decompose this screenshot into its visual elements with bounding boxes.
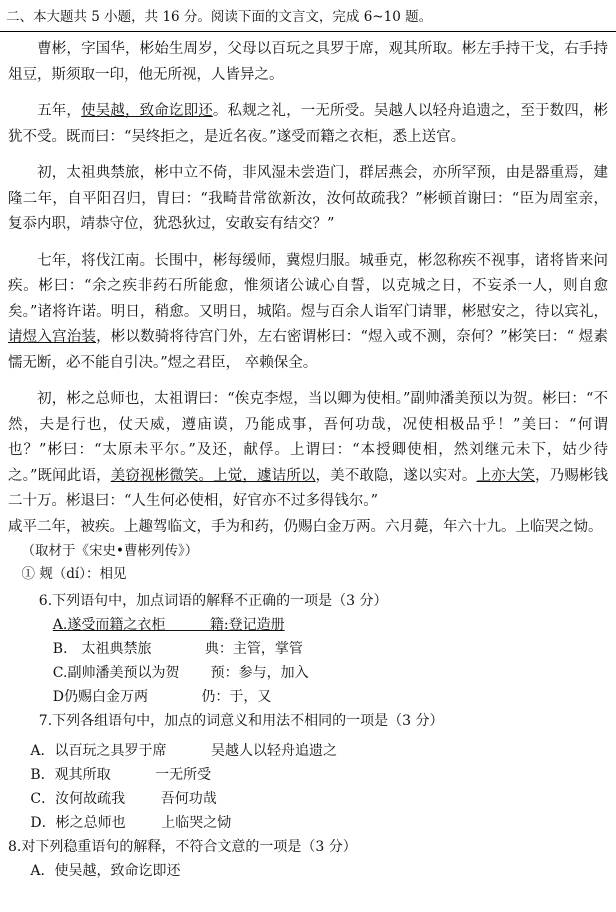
underlined-phrase-3: 美窃视彬微笑。上觉，遽诘所以 bbox=[110, 467, 316, 484]
question-6-option-c[interactable] bbox=[0, 661, 616, 685]
passage-text-1: 曹彬，字国华，彬始生周岁，父母以百玩之具罗于席，观其所取。彬左手持干戈，右手持俎豆，斯须取一印，他无所视，人皆异之。 bbox=[8, 41, 608, 83]
passage-text-5c: ，乃赐彬钱二十万。彬退曰：“人生何必使相，好官亦不过多得钱尔。” bbox=[8, 467, 609, 509]
passage-paragraph-3 bbox=[0, 161, 616, 238]
question-7-option-a[interactable] bbox=[0, 739, 616, 763]
question-7-stem bbox=[0, 709, 616, 733]
passage-footnote bbox=[0, 563, 616, 586]
question-7-option-b[interactable] bbox=[0, 763, 616, 787]
question-7-option-a-text: A．以百玩之具罗于席 吴越人以轻舟追遗之 bbox=[30, 743, 338, 759]
passage-text-5b: ，美不敢隐，遂以实对。 bbox=[315, 467, 477, 484]
question-6-option-b-text: B． 太祖典禁旅 典：主管，掌管 bbox=[52, 641, 303, 657]
passage-text-4a: 七年，将伐江南。长围中，彬每缓师，冀煜归服。城垂克，彬忽称疾不视事，诸将皆来问疾。彬曰：“余之疾非药石所能愈，惟须诸公诚心自誓，以克城之日，不妄杀一人，则自愈矣。”诸将许诺。明日，稍愈。又明日，城陷。煜与百余人诣军门请罪，彬慰安之，待以宾礼， bbox=[8, 252, 608, 320]
question-8-option-a[interactable] bbox=[0, 859, 616, 883]
underlined-phrase-1: 使吴越，致命讫即还 bbox=[81, 103, 213, 119]
passage-paragraph-6 bbox=[0, 515, 616, 541]
passage-text-3: 初，太祖典禁旅，彬中立不倚，非风湿未尝造门，群居燕会，亦所罕预，由是器重焉，建隆二年，自平阳召归，胄曰：“我畸昔常欲新汝，汝何故疏我？”彬顿首谢曰：“臣为周室亲，复忝内职，靖恭守位，犹恐狄过，安敢妄有结交？” bbox=[8, 165, 608, 232]
underlined-phrase-2: 请煜入宫治装 bbox=[8, 329, 97, 345]
source-text: （取材于《宋史•曹彬列传》） bbox=[21, 543, 199, 559]
question-6-option-d[interactable] bbox=[0, 685, 616, 709]
question-8-stem bbox=[0, 835, 616, 859]
passage-paragraph-1 bbox=[0, 37, 616, 88]
passage-text-2a: 五年， bbox=[37, 103, 82, 119]
passage-paragraph-4 bbox=[0, 249, 616, 377]
passage-source bbox=[0, 540, 616, 563]
question-6-option-d-text: D仍赐白金万两 仍：于，又 bbox=[52, 689, 272, 705]
underlined-phrase-4: 上亦大笑 bbox=[476, 467, 535, 484]
question-6-option-a[interactable] bbox=[0, 613, 616, 637]
question-6-option-a-text: A.遂受而籍之衣柜 籍:登记造册 bbox=[52, 617, 285, 633]
passage-paragraph-5 bbox=[0, 387, 616, 515]
question-6-stem bbox=[0, 589, 616, 613]
question-6-stem-text: 6.下列语句中，加点词语的解释不正确的一项是（3 分） bbox=[38, 593, 388, 609]
question-7-stem-text: 7.下列各组语句中，加点的词意义和用法不相同的一项是（3 分） bbox=[38, 713, 444, 729]
passage-text-2b: 。私觌之礼，一无所受。吴越人以轻舟追遗之，至于数四，彬犹不受。既而曰：“吴终拒之，是近名夜。”遂受而籍之衣柜，悉上送官。 bbox=[8, 103, 609, 145]
passage-text-4b: ，彬以数骑将待宫门外，左右密谓彬曰：“煜入或不测，奈何？”彬笑曰：“ 煜素懦无断，必不能自引决。”煜之君臣， 卒赖保全。 bbox=[8, 329, 608, 371]
question-7-option-d[interactable] bbox=[0, 811, 616, 835]
passage-paragraph-2 bbox=[0, 99, 616, 150]
question-8-stem-text: 8.对下列稳重语句的解释，不符合文意的一项是（3 分） bbox=[8, 839, 357, 855]
question-8-option-a-text: A．使吴越，致命讫即还 bbox=[30, 863, 181, 879]
question-6-option-c-text: C.副帅潘美预以为贺 预：参与，加入 bbox=[52, 665, 309, 681]
question-7-option-b-text: B．观其所取 一无所受 bbox=[30, 767, 212, 783]
question-7-option-c[interactable] bbox=[0, 787, 616, 811]
passage-text-6: 咸平二年，被疾。上趣驾临文，手为和药，仍赐白金万两。六月薨，年六十九。上临哭之恸。 bbox=[8, 518, 603, 535]
question-6-option-b[interactable] bbox=[0, 637, 616, 661]
footnote-text: ① 觌（dí）：相见 bbox=[21, 566, 127, 582]
question-7-option-c-text: C．汝何故疏我 吾何功哉 bbox=[30, 791, 217, 807]
question-7-option-d-text: D．彬之总师也 上临哭之恸 bbox=[30, 815, 232, 831]
section-header: 二、本大题共 5 小题，共 16 分。阅读下面的文言文，完成 6~10 题。 bbox=[0, 0, 616, 32]
passage-text-5a: 初，彬之总师也，太祖谓曰：“俟克李煜，当以卿为使相。”副帅潘美预以为贺。彬曰：“不然，夫是行也，仗天威，遵庙谟，乃能成事，吾何功哉，况使相极品乎！”美曰：“何谓也？”彬曰：“太原未平尔。”及还，献俘。上谓曰：“本授卿使相，然刘继元未下，姑少待之。”既闻此语， bbox=[8, 391, 608, 484]
